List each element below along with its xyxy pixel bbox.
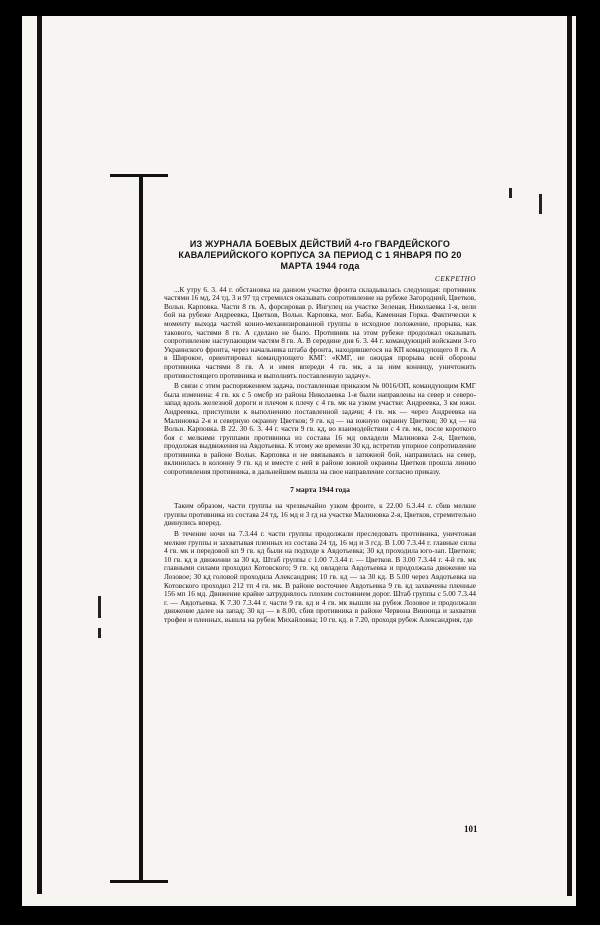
paragraph-march7-2: В течение ночи на 7.3.44 г. части группы продолжали преследовать противника, уничтожая мелкие группы и захватывая пленных из состава 24 тд, 16 мд и 3 гсд. В 1.00 7.3.44 г. главные силы 4 гв. мк и передовой кп 9 гв. кд были на подходе к Авдотьевка; 30 кд проходила юго-зап. Цветков; 10 гв. кд в движении за 30 кд. Штаб группы с 1.00 7.3.44 г. — Цветков. В 3.00 7.3.44 г. 4-й гв. мк главными силами проходил Котовского; 9 гв. кд овладела Авдотьевка и продолжала движение на Лозовое; 30 кд головой проходила Александрия; 10 гв. кд — за 30 кд. В 5.00 через Авдотьевка на Котовского проходил 212 тп 4 гв. мк. В районе восточнее Авдотьевка 9 гв. кд захвачены пленные 156 мп 16 мд. Движение крайне затруднялось плохим состоянием дорог. Штаб группы с 5.00 7.3.44 г. — Авдотьевка. К 7.30 7.3.44 г. части 9 гв. кд и 4 гв. мк вышли на рубеж Лозовое и продолжали движение далее на запад; 30 кд — в 8.00, сбив противника в районе Червона Винница и захватив трофеи и пленных, вышла на рубеж Михайловка; 10 гв. кд. в 7.20, проходя рубеж Александрия, где bbox=[164, 529, 476, 624]
scan-frame-left bbox=[37, 16, 42, 894]
edge-mark bbox=[539, 194, 542, 214]
edge-mark bbox=[98, 628, 101, 638]
margin-bracket-bottom bbox=[110, 880, 168, 883]
margin-bracket-line bbox=[139, 174, 143, 882]
page-number: 101 bbox=[464, 824, 478, 834]
paragraph-march7-1: Таким образом, части группы на чрезвычайно узком фронте, к 22.00 6.3.44 г. сбив мелкие группы противника из состава 24 тд, 16 мд и 3 гд на участке Малиновка 2-я, Цветков, стремительно двинулись вперед. bbox=[164, 501, 476, 528]
document-page bbox=[22, 16, 576, 906]
edge-mark bbox=[509, 188, 512, 198]
document-body bbox=[164, 239, 476, 627]
classification-label: СЕКРЕТНО bbox=[435, 275, 476, 283]
paragraph-intro-1: ...К утру 6. 3. 44 г. обстановка на данном участке фронта складывалась следующая: противник частями 16 мд, 24 тд, 3 и 97 тд стремился оказывать сопротивление на рубеже Загородний, Цветков, Вольн. Карповка. Части 8 гв. А, форсировав р. Ингулец на участке Зеленая, Николаевка 1-я, вели бой на рубеже Андреевка, Цветков, Вольн. Карповка, мог. Баба, Каменная Горка. Фактически к моменту выхода частей конно-механизированной группы в исходное положение, прорыва, как такового, частями 8 гв. А сделано не было. Противник на этом рубеже продолжал оказывать сопротивление наступающим частям 8 гв. А. В середине дня 6. 3. 44 г. командующий войсками 3-го Украинского фронта, через начальника штаба фронта, находившегося на КП командующего 8 гв. А в Широкое, ориентировал командующего КМГ: «КМГ, не ожидая прорыва всей обороны противника частями 8 гв. А и имея впереди 4 гв. мк, а за ним конницу, уничтожить противостоящего противника и выполнять поставленную задачу». bbox=[164, 284, 476, 380]
paragraph-intro-2: В связи с этим распоряжением задача, поставленная приказом № 0016/ОП, командующим КМГ была изменена: 4 гв. кк с 5 омсбр из района Николаевка 1-я были направлены на север и северо-запад вдоль железной дороги и плечом к плечу с 4 гв. мк на узком участке: Андреевка, 3 км южн. Андреевка, приступили к выполнению поставленной задачи; 4 гв. мк — через Андреевка на Малиновка 2-я и северную окраину Цветков; 9 гв. кд — на южную окраину Цветков; 30 кд — на Вольн. Карповка. В 22. 30 6. 3. 44 г. части 9 гв. кд, во взаимодействии с 4 гв. мк, после короткого боя с мелкими группами противника из состава 16 мд овладели Малиновка 2-я, Цветков, продолжая выдвижения на Авдотьевка. К этому же времени 30 кд, встретив упорное сопротивление противника в районе Вольн. Карповка и не ввязываясь в затяжной бой, направилась на север, вклинилась в колонну 9 гв. кд и вместе с ней в районе южной окраины Цветков прошла линию сопротивления противника, в дальнейшем вышла на свое направление согласно приказу. bbox=[164, 381, 476, 477]
edge-mark bbox=[98, 596, 101, 618]
scan-frame-right bbox=[567, 16, 572, 896]
date-heading: 7 марта 1944 года bbox=[290, 484, 350, 494]
document-title: ИЗ ЖУРНАЛА БОЕВЫХ ДЕЙСТВИЙ 4-го ГВАРДЕЙСКОГО КАВАЛЕРИЙСКОГО КОРПУСА ЗА ПЕРИОД С 1 ЯНВАРЯ ПО 20 МАРТА 1944 года bbox=[178, 239, 462, 271]
